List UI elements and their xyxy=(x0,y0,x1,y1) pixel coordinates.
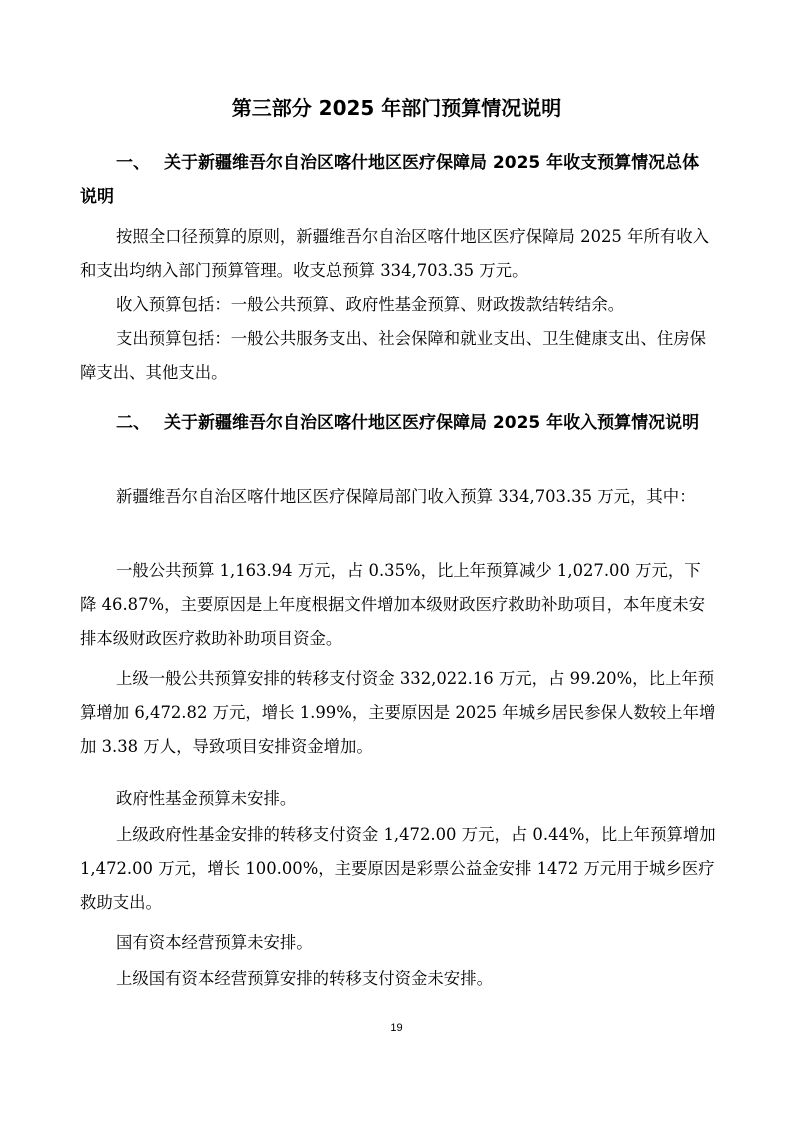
section-heading-2-text: 关于新疆维吾尔自治区喀什地区医疗保障局 2025 年收入预算情况说明 xyxy=(164,413,700,433)
paragraph: 上级国有资本经营预算安排的转移支付资金未安排。 xyxy=(116,969,493,988)
paragraph: 收入预算包括：一般公共预算、政府性基金预算、财政拨款结转结余。 xyxy=(116,295,625,314)
paragraph: 新疆维吾尔自治区喀什地区医疗保障局部门收入预算 334,703.35 万元，其中： xyxy=(116,487,696,506)
page-title: 第三部分 2025 年部门预算情况说明 xyxy=(231,96,562,120)
section-number-2: 二、 xyxy=(116,413,150,433)
page-number: 19 xyxy=(390,1022,403,1034)
section-heading-1 xyxy=(80,146,716,214)
section-heading-2 xyxy=(80,406,716,440)
paragraph: 一般公共预算 1,163.94 万元，占 0.35%，比上年预算减少 1,027.00 万元，下降 46.87%，主要原因是上年度根据文件增加本级财政医疗救助补助项目，本年度未安排本级财政医疗救助补助项目资金。 xyxy=(80,561,705,648)
paragraph: 按照全口径预算的原则，新疆维吾尔自治区喀什地区医疗保障局 2025 年所有收入和支出均纳入部门预算管理。收支总预算 334,703.35 万元。 xyxy=(80,227,710,280)
section-heading-1-text: 关于新疆维吾尔自治区喀什地区医疗保障局 2025 年收支预算情况总体说明 xyxy=(80,153,700,207)
paragraph: 上级政府性基金安排的转移支付资金 1,472.00 万元，占 0.44%，比上年预算增加 1,472.00 万元，增长 100.00%，主要原因是彩票公益金安排 1472 万元用于城乡医疗救助支出。 xyxy=(80,825,716,912)
paragraph: 上级一般公共预算安排的转移支付资金 332,022.16 万元，占 99.20%，比上年预算增加 6,472.82 万元，增长 1.99%，主要原因是 2025 年城乡居民参保人数较上年增加 3.38 万人，导致项目安排资金增加。 xyxy=(80,669,716,756)
paragraph: 支出预算包括：一般公共服务支出、社会保障和就业支出、卫生健康支出、住房保障支出、其他支出。 xyxy=(80,329,707,382)
section-number-1: 一、 xyxy=(116,153,150,173)
paragraph: 国有资本经营预算未安排。 xyxy=(116,933,313,952)
paragraph: 政府性基金预算未安排。 xyxy=(116,789,297,808)
